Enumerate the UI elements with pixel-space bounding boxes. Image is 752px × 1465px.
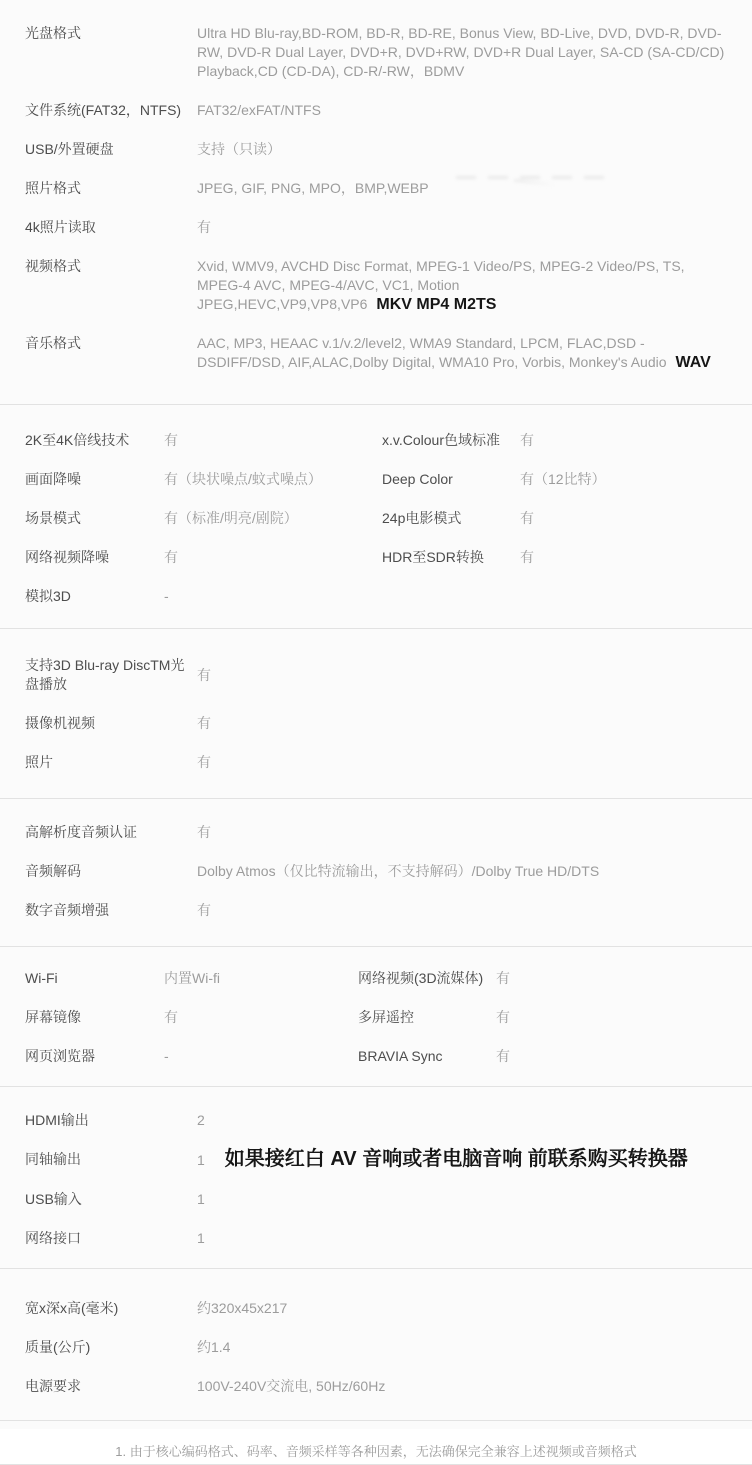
spec-value	[197, 823, 727, 842]
spec-label: 照片格式	[25, 180, 81, 196]
spec-row	[358, 1047, 727, 1066]
spec-label: 4k照片读取	[25, 219, 96, 235]
spec-row	[382, 431, 727, 450]
spec-row	[25, 1190, 727, 1209]
spec-value-text: 有	[164, 549, 178, 565]
spec-section-disc	[0, 0, 752, 405]
spec-value-text: AAC, MP3, HEAAC v.1/v.2/level2, WMA9 Standard, LPCM, FLAC,DSD - DSDIFF/DSD, AIF,ALAC,Dolby Digital, WMA10 Pro, Vorbis, Monkey's Audio	[197, 335, 667, 370]
spec-value	[496, 1047, 727, 1066]
spec-row	[358, 969, 727, 988]
spec-label: BRAVIA Sync	[358, 1048, 443, 1064]
spec-value	[164, 969, 358, 988]
spec-value-text: -	[164, 1048, 169, 1064]
spec-label: 同轴输出	[25, 1151, 81, 1167]
spec-value	[496, 1008, 727, 1027]
spec-value-text: 有	[164, 1009, 178, 1025]
spec-section-io	[0, 1087, 752, 1269]
spec-label: 画面降噪	[25, 471, 81, 487]
spec-value	[164, 470, 358, 489]
spec-column-right	[358, 969, 727, 1086]
spec-value-text: 约320x45x217	[197, 1300, 288, 1316]
spec-value-text: 有	[197, 754, 211, 770]
seller-note: MKV MP4 M2TS	[376, 296, 497, 313]
spec-value	[164, 431, 358, 450]
footnote: 1. 由于核心编码格式、码率、音频采样等各种因素，无法确保完全兼容上述视频或音频格式	[115, 1444, 637, 1459]
spec-label: 屏幕镜像	[25, 1009, 81, 1025]
spec-row	[382, 509, 727, 528]
spec-label: 宽x深x高(毫米)	[25, 1300, 119, 1316]
spec-value	[197, 1190, 727, 1209]
spec-label: 网络视频降噪	[25, 549, 109, 565]
spec-label: HDR至SDR转换	[382, 549, 484, 565]
spec-column-left	[25, 431, 358, 626]
spec-row	[382, 548, 727, 567]
spec-label: 照片	[25, 754, 53, 770]
spec-value	[520, 509, 727, 528]
spec-section-physical	[0, 1269, 752, 1421]
spec-value	[197, 334, 727, 372]
spec-row	[25, 470, 358, 489]
spec-row	[25, 823, 727, 842]
spec-value-text: 2	[197, 1112, 205, 1128]
spec-value-text: 有（标准/明亮/剧院）	[164, 510, 298, 526]
spec-value-text: 内置Wi-fi	[164, 970, 220, 986]
spec-row	[25, 1377, 727, 1396]
spec-value	[164, 587, 358, 606]
spec-row	[25, 179, 727, 198]
spec-row	[25, 1299, 727, 1318]
spec-row	[25, 1338, 727, 1357]
spec-value-text: 有	[520, 510, 534, 526]
spec-value-text: 有	[520, 549, 534, 565]
spec-value	[197, 140, 727, 159]
spec-label: 电源要求	[25, 1378, 81, 1394]
spec-value	[197, 1150, 727, 1170]
spec-value-text: 有	[496, 1048, 510, 1064]
spec-row	[25, 1047, 358, 1066]
spec-value-text: 支持（只读）	[197, 141, 281, 157]
spec-value	[197, 753, 727, 772]
spec-row	[25, 587, 358, 606]
spec-value	[520, 431, 727, 450]
spec-value	[164, 509, 358, 528]
spec-row	[25, 969, 358, 988]
spec-row	[25, 218, 727, 237]
spec-label: x.v.Colour色域标准	[382, 432, 500, 448]
spec-value	[197, 862, 727, 881]
spec-label: 网页浏览器	[25, 1048, 95, 1064]
spec-column-right	[358, 431, 727, 626]
spec-label: Deep Color	[382, 471, 453, 487]
spec-label: 网络视频(3D流媒体)	[358, 970, 484, 986]
spec-section-audio	[0, 799, 752, 947]
spec-value-text: 1	[197, 1230, 205, 1246]
spec-row	[25, 1111, 727, 1130]
spec-row	[25, 901, 727, 920]
spec-value-text: FAT32/exFAT/NTFS	[197, 102, 321, 118]
spec-value	[197, 1299, 727, 1318]
spec-label: 数字音频增强	[25, 902, 109, 918]
spec-value	[197, 1111, 727, 1130]
spec-value-text: Xvid, WMV9, AVCHD Disc Format, MPEG-1 Video/PS, MPEG-2 Video/PS, TS, MPEG-4 AVC, MPEG-4/AVC, VC1, Motion JPEG,HEVC,VP9,VP8,VP6	[197, 258, 685, 312]
spec-label: 2K至4K倍线技术	[25, 432, 130, 448]
spec-value-text: 有	[197, 219, 211, 235]
spec-value	[164, 1008, 358, 1027]
spec-label: 视频格式	[25, 258, 81, 274]
spec-label: 场景模式	[25, 510, 81, 526]
spec-value-text: 有	[496, 970, 510, 986]
spec-value	[197, 24, 727, 81]
spec-row	[25, 548, 358, 567]
spec-columns	[25, 969, 727, 1086]
spec-label: 高解析度音频认证	[25, 824, 137, 840]
spec-column-left	[25, 969, 358, 1086]
spec-value	[164, 1047, 358, 1066]
spec-section-network	[0, 947, 752, 1087]
spec-value	[197, 901, 727, 920]
spec-label: 支持3D Blu-ray DiscTM光盘播放	[25, 657, 185, 692]
spec-row	[25, 101, 727, 120]
spec-label: 摄像机视频	[25, 715, 95, 731]
spec-label: 模拟3D	[25, 588, 71, 604]
spec-columns	[25, 431, 727, 626]
spec-value-text: -	[164, 588, 169, 604]
spec-value	[197, 714, 727, 733]
spec-value-text: 有	[197, 902, 211, 918]
spec-label: Wi-Fi	[25, 970, 58, 986]
spec-value	[496, 969, 727, 988]
spec-row	[25, 1008, 358, 1027]
spec-value	[197, 1377, 727, 1396]
spec-value	[197, 1229, 727, 1248]
spec-row	[25, 431, 358, 450]
spec-label: 光盘格式	[25, 25, 81, 41]
spec-label: USB输入	[25, 1191, 82, 1207]
spec-value	[197, 101, 727, 120]
spec-value	[520, 548, 727, 567]
spec-value	[520, 470, 727, 489]
spec-label: 音频解码	[25, 863, 81, 879]
spec-row	[25, 24, 727, 81]
spec-label: 多屏遥控	[358, 1009, 414, 1025]
spec-row	[25, 334, 727, 372]
spec-row	[25, 509, 358, 528]
spec-value-text: 100V-240V交流电, 50Hz/60Hz	[197, 1378, 386, 1394]
spec-section-3d	[0, 629, 752, 799]
spec-label: HDMI输出	[25, 1112, 89, 1128]
spec-value-text: 有	[197, 715, 211, 731]
spec-row	[358, 1008, 727, 1027]
spec-value	[164, 548, 358, 567]
spec-label: USB/外置硬盘	[25, 141, 114, 157]
spec-value	[197, 666, 727, 685]
spec-value	[197, 1338, 727, 1357]
spec-value-text: 1	[197, 1152, 205, 1168]
spec-section-enhance	[0, 405, 752, 629]
spec-value-text: 约1.4	[197, 1339, 231, 1355]
spec-label: 音乐格式	[25, 335, 81, 351]
spec-row	[25, 1150, 727, 1170]
spec-value-text: 有	[197, 666, 211, 683]
spec-value	[197, 218, 727, 237]
spec-value-text: 1	[197, 1191, 205, 1207]
spec-row	[25, 1229, 727, 1248]
spec-label: 24p电影模式	[382, 510, 462, 526]
spec-row	[25, 753, 727, 772]
spec-row	[25, 862, 727, 881]
spec-row	[25, 140, 727, 159]
seller-note: 如果接红白 AV 音响或者电脑音响 前联系购买转换器	[224, 1148, 688, 1170]
spec-value-text: 有（12比特）	[520, 471, 606, 487]
spec-value	[197, 179, 727, 198]
spec-value-text: Ultra HD Blu-ray,BD-ROM, BD-R, BD-RE, Bonus View, BD-Live, DVD, DVD-R, DVD-RW, DVD-R Dual Layer, DVD+R, DVD+RW, DVD+R Dual Layer, SA-CD (SA-CD/CD) Playback,CD (CD-DA), CD-R/-RW，BDMV	[197, 25, 725, 79]
spec-row	[382, 470, 727, 489]
spec-value-text: JPEG, GIF, PNG, MPO，BMP,WEBP	[197, 180, 429, 196]
spec-value-text: 有	[520, 432, 534, 448]
seller-note: WAV	[675, 354, 711, 371]
spec-label: 质量(公斤)	[25, 1339, 91, 1355]
spec-row	[25, 714, 727, 733]
footnote-bar	[0, 1421, 752, 1465]
spec-row	[25, 257, 727, 314]
spec-value-text: 有（块状噪点/蚊式噪点）	[164, 471, 322, 487]
spec-label: 网络接口	[25, 1230, 81, 1246]
spec-value-text: 有	[197, 824, 211, 840]
spec-value	[197, 257, 727, 314]
spec-label: 文件系统(FAT32，NTFS)	[25, 102, 182, 118]
spec-value-text: 有	[164, 432, 178, 448]
spec-value-text: 有	[496, 1009, 510, 1025]
spec-value-text: Dolby Atmos（仅比特流输出，不支持解码）/Dolby True HD/DTS	[197, 863, 600, 879]
spec-row	[25, 656, 727, 694]
